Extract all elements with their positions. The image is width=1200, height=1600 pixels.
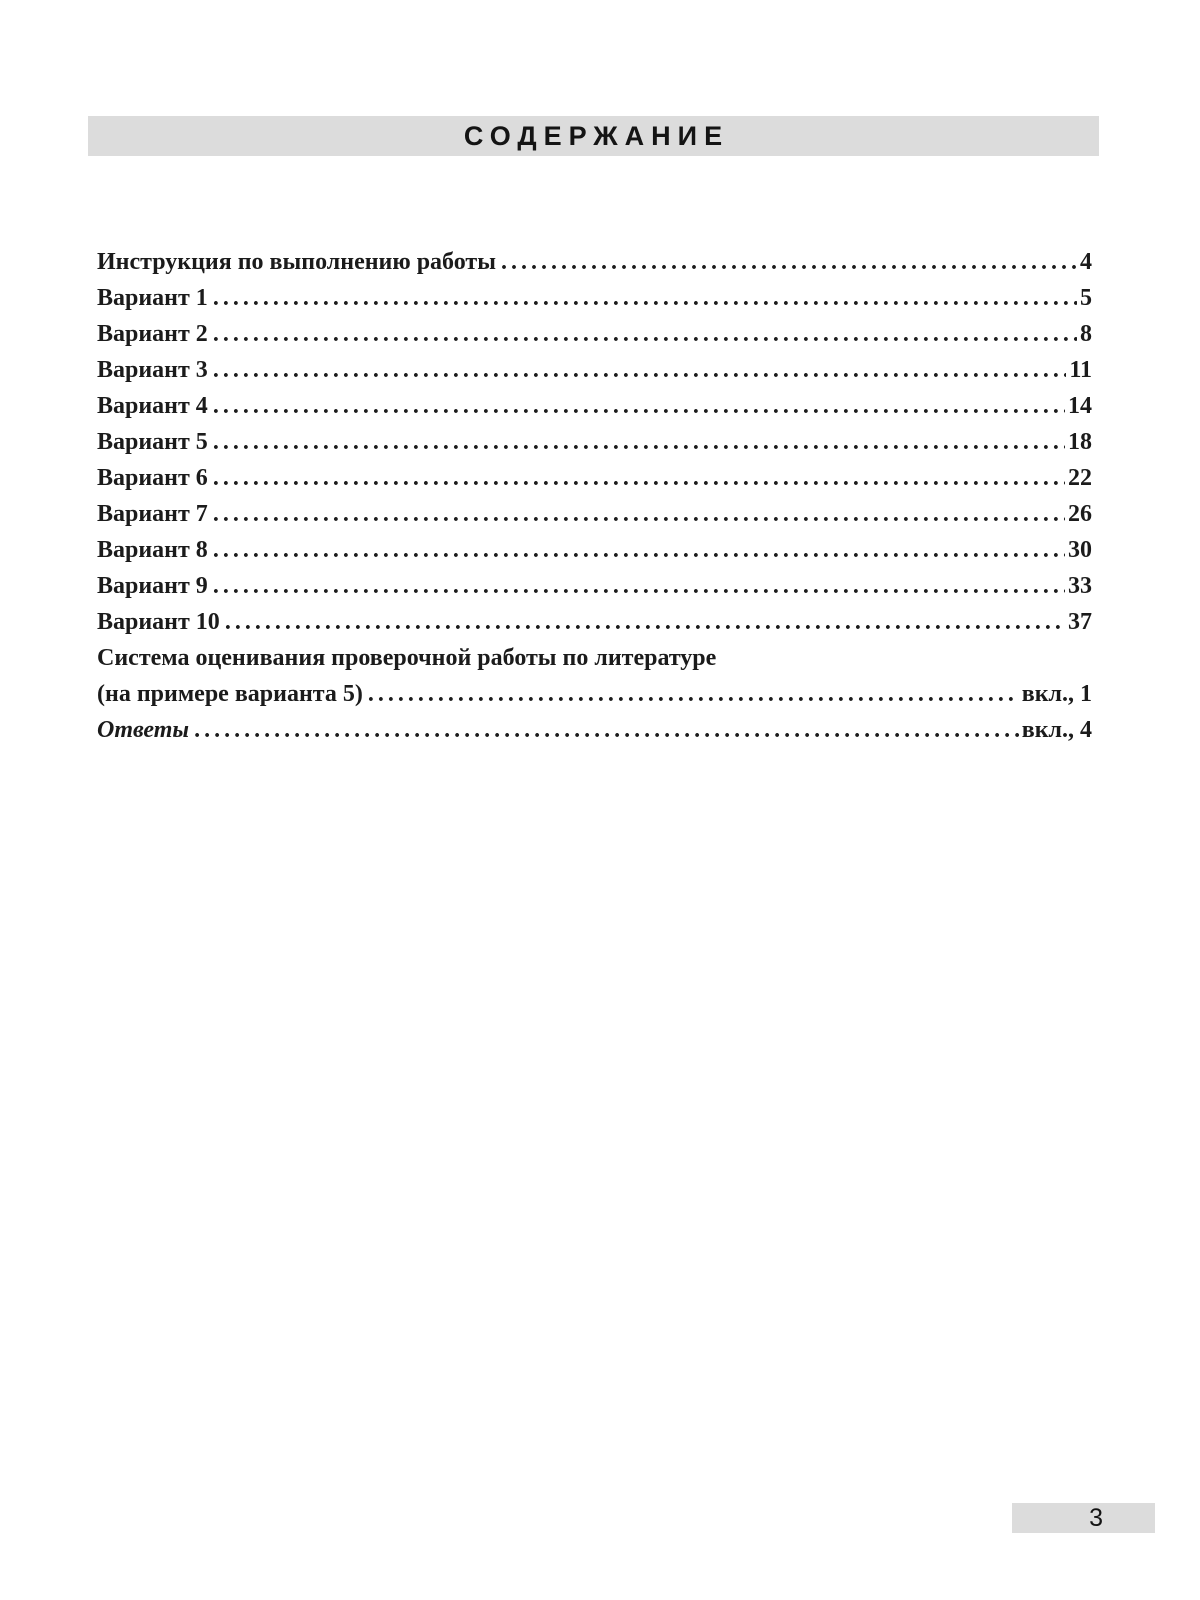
- toc-entry: [97, 460, 1092, 496]
- toc-entry-line: [97, 460, 1092, 496]
- dot-leader: [208, 568, 1065, 604]
- toc-entry-line: [97, 568, 1092, 604]
- toc-entry-label: Вариант 7: [97, 501, 208, 527]
- page-number: 3: [1089, 1503, 1103, 1532]
- toc-entry-page: 22: [1068, 465, 1092, 491]
- toc-entry-line: [97, 424, 1092, 460]
- toc-entry-page: 11: [1069, 357, 1092, 383]
- toc-entry-label: Вариант 10: [97, 609, 220, 635]
- toc-entry-line: [97, 532, 1092, 568]
- toc-list: [97, 244, 1092, 748]
- dot-leader: [496, 244, 1077, 280]
- toc-entry-label: Вариант 6: [97, 465, 208, 491]
- dot-leader: [208, 460, 1065, 496]
- toc-entry-line: [97, 316, 1092, 352]
- toc-entry-page: 30: [1068, 537, 1092, 563]
- toc-entry: [97, 352, 1092, 388]
- dot-leader: [208, 388, 1065, 424]
- toc-entry-page: 37: [1068, 609, 1092, 635]
- toc-entry-page: 26: [1068, 501, 1092, 527]
- toc-entry: [97, 280, 1092, 316]
- toc-entry-line: [97, 280, 1092, 316]
- toc-entry-label: Ответы: [97, 717, 190, 743]
- toc-entry-page: 18: [1068, 429, 1092, 455]
- toc-entry-label: Вариант 5: [97, 429, 208, 455]
- dot-leader: [189, 712, 1019, 748]
- dot-leader: [208, 496, 1065, 532]
- toc-entry: [97, 532, 1092, 568]
- toc-entry-page: вкл., 4: [1021, 717, 1092, 743]
- dot-leader: [208, 352, 1067, 388]
- toc-entry-line: [97, 604, 1092, 640]
- toc-entry: [97, 604, 1092, 640]
- toc-entry: [97, 568, 1092, 604]
- toc-entry-page: 33: [1068, 573, 1092, 599]
- toc-entry-label: Вариант 3: [97, 357, 208, 383]
- page-title: СОДЕРЖАНИЕ: [463, 120, 730, 151]
- toc-entry-page: 8: [1080, 321, 1092, 347]
- toc-entry-page: 4: [1080, 249, 1092, 275]
- dot-leader: [208, 532, 1065, 568]
- toc-entry-label: Вариант 2: [97, 321, 208, 347]
- toc-entry-label: Вариант 8: [97, 537, 208, 563]
- toc-entry-label: Инструкция по выполнению работы: [97, 249, 496, 275]
- toc-entry-label: Вариант 9: [97, 573, 208, 599]
- toc-entry-label: Вариант 1: [97, 285, 208, 311]
- dot-leader: [363, 676, 1019, 712]
- toc-entry-line: [97, 712, 1092, 748]
- toc-entry: [97, 712, 1092, 748]
- toc-entry: [97, 316, 1092, 352]
- dot-leader: [208, 424, 1065, 460]
- toc-entry: [97, 496, 1092, 532]
- toc-entry-page: вкл., 1: [1021, 681, 1092, 707]
- dot-leader: [208, 280, 1077, 316]
- dot-leader: [220, 604, 1065, 640]
- toc-entry-line: [97, 352, 1092, 388]
- contents-header-band: [88, 116, 1099, 156]
- toc-entry-label: Вариант 4: [97, 393, 208, 419]
- page-number-box: [1012, 1503, 1155, 1533]
- toc-entry-line: [97, 388, 1092, 424]
- dot-leader: [208, 316, 1077, 352]
- toc-entry-line: [97, 496, 1092, 532]
- toc-entry-line: [97, 244, 1092, 280]
- toc-entry: [97, 388, 1092, 424]
- toc-entry-label: (на примере варианта 5): [97, 681, 363, 707]
- toc-entry-line: [97, 676, 1092, 712]
- toc-entry-page: 14: [1068, 393, 1092, 419]
- toc-entry-page: 5: [1080, 285, 1092, 311]
- toc-entry: [97, 244, 1092, 280]
- toc-entry: [97, 424, 1092, 460]
- toc-entry: [97, 640, 1092, 712]
- toc-entry-prefix-line: Система оценивания проверочной работы по литературе: [97, 645, 717, 671]
